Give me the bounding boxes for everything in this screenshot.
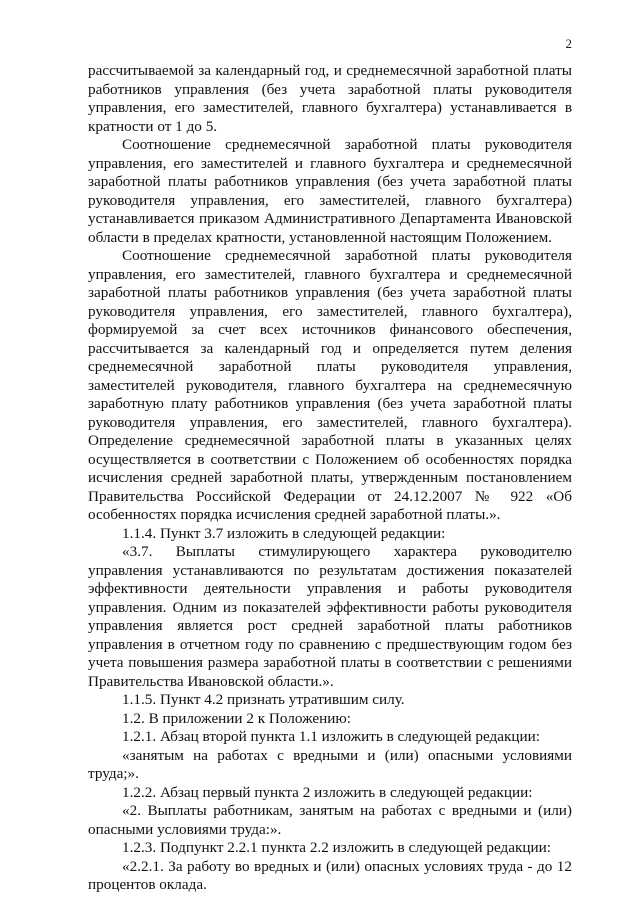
paragraph: Соотношение среднемесячной заработной платы руководителя управления, его заместителей, главного бухгалтера и среднемесячной заработной платы работников управления (без учета заработной платы руководителя управления, его заместителей, главного бухгалтера), формируемой за счет всех источников финансового обеспечения, рассчитывается за календарный год и определяется путем деления среднемесячной заработной платы руководителя управления, заместителей руководителя, главного бухгалтера на среднемесячную заработную плату работников управления (без учета заработной платы руководителя управления, его заместителей, главного бухгалтера). Определение среднемесячной заработной платы в указанных целях осуществляется в соответствии с Положением об особенностях порядка исчисления средней заработной платы, утвержденным постановлением Правительства Российской Федерации от 24.12.2007 № 922 «Об особенностях порядка исчисления средней заработной платы.». xyxy=(88,247,572,523)
page-number: 2 xyxy=(565,36,572,51)
paragraph: Соотношение среднемесячной заработной платы руководителя управления, его заместителей и главного бухгалтера и среднемесячной заработной платы работников управления (без учета заработной платы руководителя управления, его заместителей, главного бухгалтера) устанавливается приказом Административного Департамента Ивановской области в пределах кратности, установленной настоящим Положением. xyxy=(88,136,572,246)
paragraph: 1.2.2. Абзац первый пункта 2 изложить в следующей редакции: xyxy=(122,783,533,801)
document-body xyxy=(88,62,572,895)
paragraph: 1.2.1. Абзац второй пункта 1.1 изложить в следующей редакции: xyxy=(122,728,541,745)
paragraph: «3.7. Выплаты стимулирующего характера руководителю управления устанавливаются по результатам достижения показателей эффективности деятельности управления и работы руководителя управления. Одним из показателей эффективности работы руководителя управления является рост средней заработной платы работников управления в отчетном году по сравнению с предшествующим годом без учета повышения размера заработной платы в соответствии с решениями Правительства Ивановской области.». xyxy=(88,543,572,690)
paragraph: 1.2.3. Подпункт 2.2.1 пункта 2.2 изложить в следующей редакции: xyxy=(122,839,551,856)
paragraph: «2. Выплаты работникам, занятым на работах с вредными и (или) опасными условиями труда:». xyxy=(88,802,572,838)
paragraph: 1.1.5. Пункт 4.2 признать утратившим силу. xyxy=(122,691,405,708)
paragraph: «2.2.1. За работу во вредных и (или) опасных условиях труда - до 12 процентов оклада. xyxy=(88,857,572,893)
paragraph: «занятым на работах с вредными и (или) опасными условиями труда;». xyxy=(88,746,572,782)
paragraph: 1.1.4. Пункт 3.7 изложить в следующей редакции: xyxy=(122,524,446,542)
paragraph: рассчитываемой за календарный год, и среднемесячной заработной платы работников управления (без учета заработной платы руководителя управления, его заместителей, главного бухгалтера) устанавливается в кратности от 1 до 5. xyxy=(88,62,572,135)
paragraph: 1.2. В приложении 2 к Положению: xyxy=(122,709,351,727)
